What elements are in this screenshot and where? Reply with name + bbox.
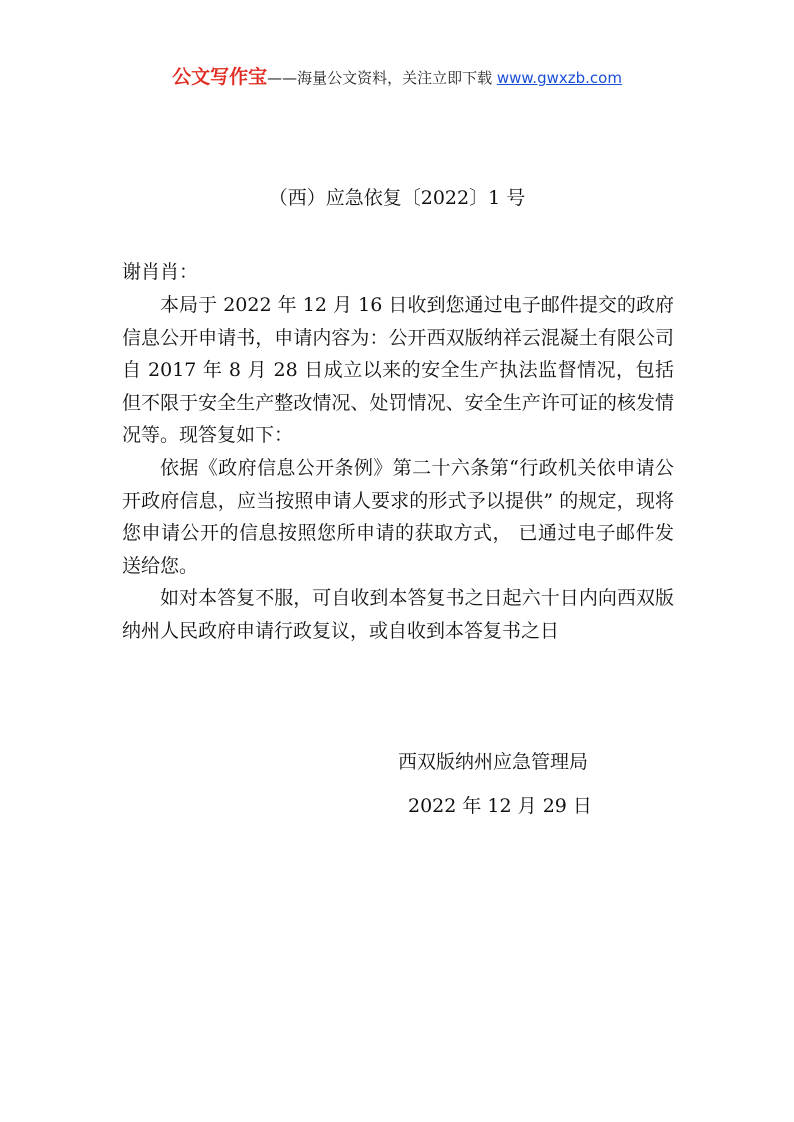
issuer-signature: 西双版纳州应急管理局 [398,751,589,773]
body-paragraph: 本局于 2022 年 12 月 16 日收到您通过电子邮件提交的政府信息公开申请书，申请内容为：公开西双版纳祥云混凝土有限公司自 2017 年 8 月 28 日成立以来的安全生产执法监督情况，包括但不限于安全生产整改情况、处罚情况、安全生产许可证的核发情况等。现答复如下： [122,294,674,447]
body-paragraph: 依据《政府信息公开条例》第二十六条第“行政机关依申请公开政府信息，应当按照申请人要求的形式予以提供” 的规定，现将您申请公开的信息按照您所申请的获取方式， 已通过电子邮件发送给您。 [122,456,674,577]
salutation: 谢肖肖： [122,261,199,283]
page-header [0,66,794,89]
issue-date: 2022 年 12 月 29 日 [408,795,592,817]
header-slogan: 海量公文资料，关注立即下载 [297,69,493,87]
document-number: （西）应急依复〔2022〕1 号 [268,187,526,209]
header-dash: —— [267,69,298,87]
website-link[interactable]: www.gwxzb.com [496,69,622,87]
document-body [122,289,674,648]
body-paragraph: 如对本答复不服，可自收到本答复书之日起六十日内向西双版纳州人民政府申请行政复议，或自收到本答复书之日 [122,587,674,642]
brand-name: 公文写作宝 [172,66,268,88]
